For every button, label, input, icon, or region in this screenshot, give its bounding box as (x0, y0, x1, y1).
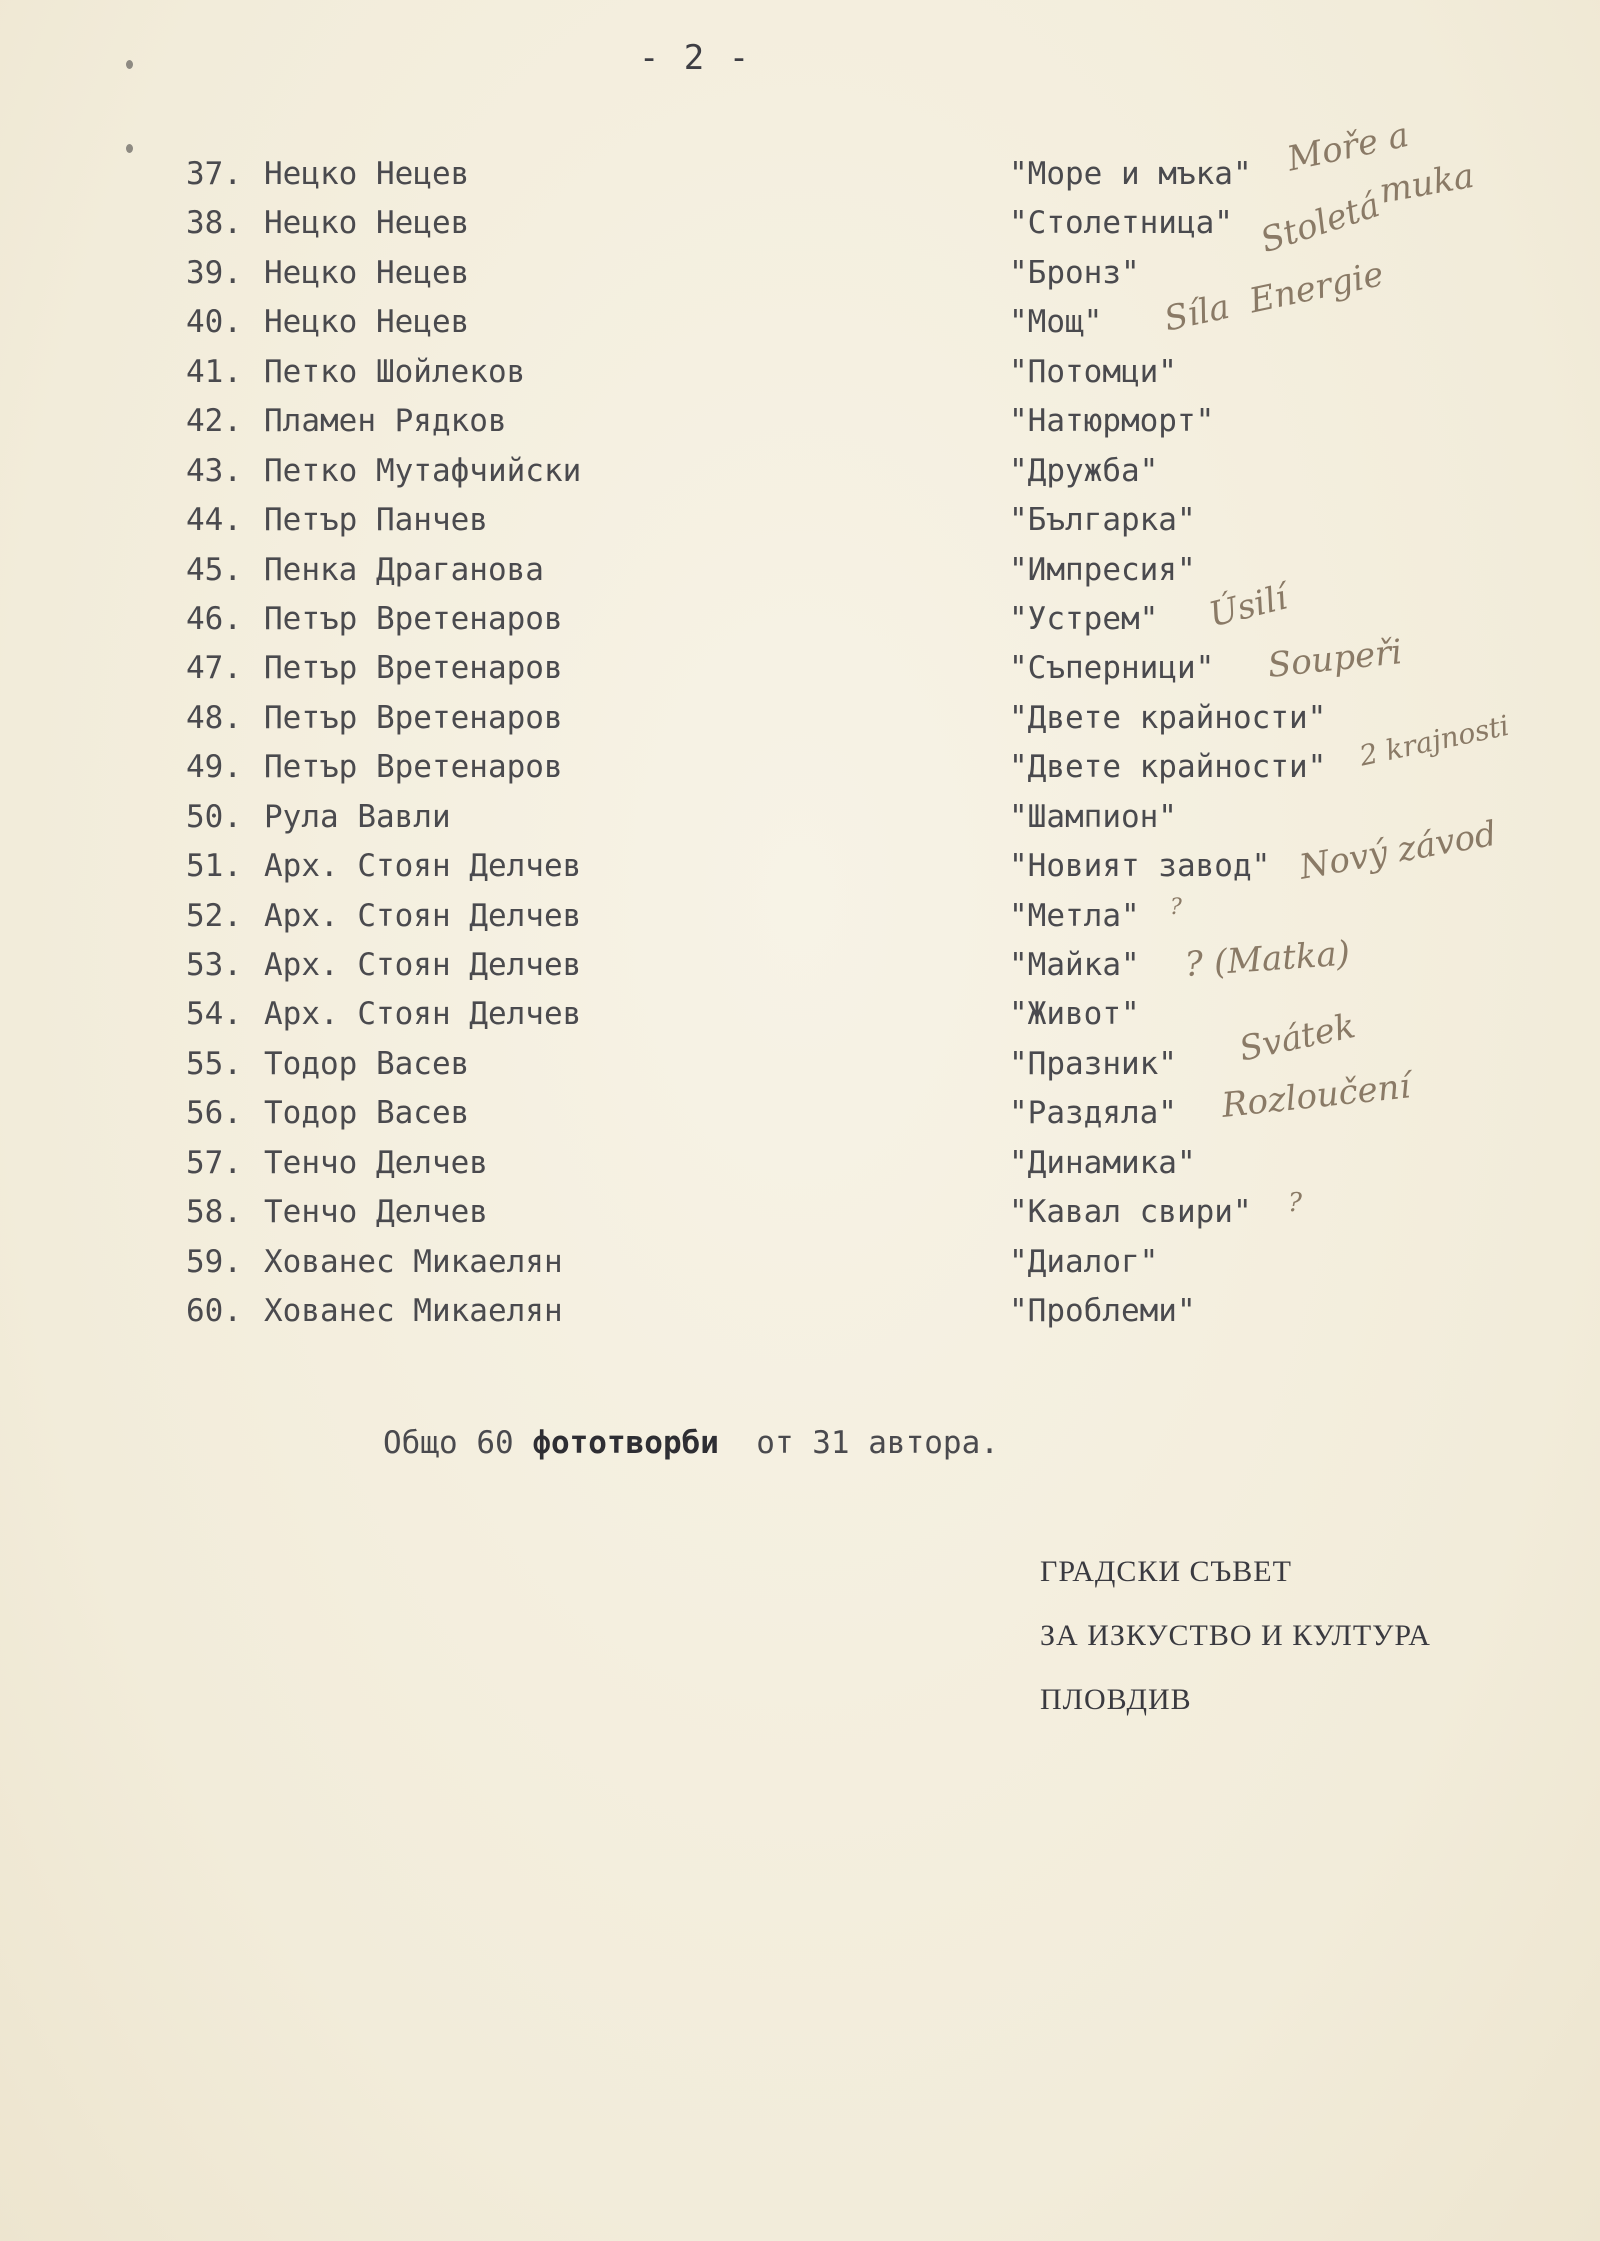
entry-title: "Дружба" (1009, 452, 1159, 489)
punch-hole-mark (126, 144, 133, 153)
organization-line: ПЛОВДИВ (1040, 1683, 1192, 1716)
entry-number: 40. (186, 304, 242, 341)
handwritten-note: ? (1288, 1188, 1302, 1218)
entry-number: 57. (186, 1144, 242, 1181)
entry-number: 44. (186, 502, 242, 539)
entry-number: 60. (186, 1293, 242, 1330)
entry-author: Арх. Стоян Делчев (264, 996, 582, 1033)
entry-author: Нецко Нецев (264, 254, 470, 291)
entry-author: Пламен Рядков (264, 403, 507, 440)
entry-author: Нецко Нецев (264, 156, 470, 192)
handwritten-note: Soupeři (1265, 632, 1405, 686)
handwritten-note: 2 krajnosti (1356, 708, 1513, 773)
handwritten-note: ? (1170, 895, 1182, 920)
list-item (186, 1238, 1286, 1287)
list-item (186, 348, 1286, 397)
entry-author: Петър Панчев (264, 502, 488, 539)
entry-title: "Празник" (1009, 1045, 1177, 1082)
entry-number: 58. (186, 1194, 242, 1231)
entry-number: 52. (186, 897, 242, 934)
list-item (186, 1287, 1286, 1336)
list-item (186, 842, 1286, 891)
list-item (186, 1188, 1286, 1237)
entry-number: 59. (186, 1243, 242, 1280)
summary-suffix: от 31 автора. (718, 1425, 999, 1461)
list-item (186, 150, 1286, 199)
page-number: - 2 - (638, 38, 752, 78)
entry-title: "Динамика" (1009, 1144, 1196, 1181)
summary-strong-word: фототворби (532, 1425, 719, 1461)
handwritten-note: Úsilí (1205, 577, 1292, 636)
entry-author: Хованес Микаелян (264, 1293, 563, 1330)
list-item (186, 397, 1286, 446)
list-item (186, 199, 1286, 248)
entry-author: Тодор Васев (264, 1045, 470, 1082)
entry-title: "Майка" (1009, 947, 1140, 983)
list-item (186, 595, 1286, 644)
entry-author: Тенчо Делчев (264, 1144, 488, 1181)
entry-number: 56. (186, 1095, 242, 1132)
list-item (186, 1040, 1286, 1089)
list-item (186, 892, 1286, 941)
entry-title: "Българка" (1009, 502, 1196, 539)
entry-author: Петър Вретенаров (264, 699, 563, 736)
entry-number: 45. (186, 551, 242, 588)
entry-number: 49. (186, 749, 242, 786)
entry-title: "Импресия" (1009, 551, 1196, 588)
handwritten-note: Moře a (1283, 114, 1413, 180)
entry-author: Петко Мутафчийски (264, 452, 582, 489)
entry-title: "Столетница" (1009, 205, 1233, 242)
entry-number: 37. (186, 156, 242, 192)
entry-author: Пенка Драганова (264, 551, 544, 588)
entry-number: 42. (186, 403, 242, 440)
list-item (186, 793, 1286, 842)
entry-title: "Натюрморт" (1009, 403, 1215, 440)
entry-title: "Мощ" (1009, 304, 1103, 341)
entry-author: Петко Шойлеков (264, 353, 526, 390)
list-item (186, 743, 1327, 792)
list-item (186, 1089, 1286, 1138)
handwritten-note: Rozloučení (1219, 1066, 1413, 1126)
entry-title: "Съперници" (1009, 650, 1215, 687)
handwritten-note: muka (1376, 155, 1478, 212)
entry-number: 39. (186, 254, 242, 291)
entry-number: 48. (186, 699, 242, 736)
list-item (186, 249, 1286, 298)
entry-title: "Живот" (1009, 996, 1140, 1033)
summary-prefix: Общо 60 (383, 1425, 533, 1461)
entry-title: "Раздяла" (1009, 1095, 1177, 1132)
entry-number: 53. (186, 947, 242, 983)
entry-title: "Шампион" (1009, 798, 1177, 835)
list-item (186, 546, 1286, 595)
entry-author: Петър Вретенаров (264, 600, 563, 637)
list-item (186, 990, 1286, 1039)
entry-title: "Потомци" (1009, 353, 1177, 390)
summary-line (383, 1425, 999, 1461)
organization-line: ЗА ИЗКУСТВО И КУЛТУРА (1040, 1619, 1431, 1652)
entry-author: Нецко Нецев (264, 205, 470, 242)
entry-author: Петър Вретенаров (264, 749, 563, 786)
entry-author: Петър Вретенаров (264, 650, 563, 687)
list-item (186, 1139, 1286, 1188)
organization-signature-block (1040, 1540, 1431, 1732)
entry-number: 38. (186, 205, 242, 242)
entry-title: "Устрем" (1009, 600, 1159, 637)
handwritten-note: Svátek (1235, 1006, 1359, 1070)
entry-title: "Двете крайности" (1009, 749, 1327, 786)
entry-title: "Двете крайности" (1009, 699, 1327, 736)
entry-author: Нецко Нецев (264, 304, 470, 341)
entry-author: Арх. Стоян Делчев (264, 897, 582, 934)
entry-number: 51. (186, 848, 242, 885)
organization-line: ГРАДСКИ СЪВЕТ (1040, 1555, 1292, 1588)
entry-title: "Море и мъка" (1009, 156, 1252, 192)
list-item (186, 496, 1286, 545)
entry-number: 41. (186, 353, 242, 390)
entry-number: 50. (186, 798, 242, 835)
handwritten-note: Síla Energie (1160, 254, 1388, 340)
list-item (186, 941, 1286, 990)
entry-author: Тенчо Делчев (264, 1194, 488, 1231)
entry-number: 54. (186, 996, 242, 1033)
entry-author: Тодор Васев (264, 1095, 470, 1132)
entry-title: "Бронз" (1009, 254, 1140, 291)
entry-title: "Метла" (1009, 897, 1140, 934)
list-item (186, 694, 1327, 743)
entry-title: "Новият завод" (1009, 848, 1271, 885)
entry-author: Рула Вавли (264, 798, 451, 835)
handwritten-note: ? (Matka) (1183, 933, 1352, 985)
entry-number: 43. (186, 452, 242, 489)
entry-author: Арх. Стоян Делчев (264, 947, 582, 983)
entry-author: Хованес Микаелян (264, 1243, 563, 1280)
list-item (186, 298, 1286, 347)
entry-title: "Кавал свири" (1009, 1194, 1252, 1231)
handwritten-note: Stoletá (1255, 185, 1385, 262)
entry-title: "Диалог" (1009, 1243, 1159, 1280)
list-item (186, 644, 1286, 693)
list-item (186, 447, 1286, 496)
entry-author: Арх. Стоян Делчев (264, 848, 582, 885)
entry-number: 55. (186, 1045, 242, 1082)
entry-number: 47. (186, 650, 242, 687)
entry-number: 46. (186, 600, 242, 637)
entry-title: "Проблеми" (1009, 1293, 1196, 1330)
handwritten-note: Nový závod (1296, 813, 1500, 888)
